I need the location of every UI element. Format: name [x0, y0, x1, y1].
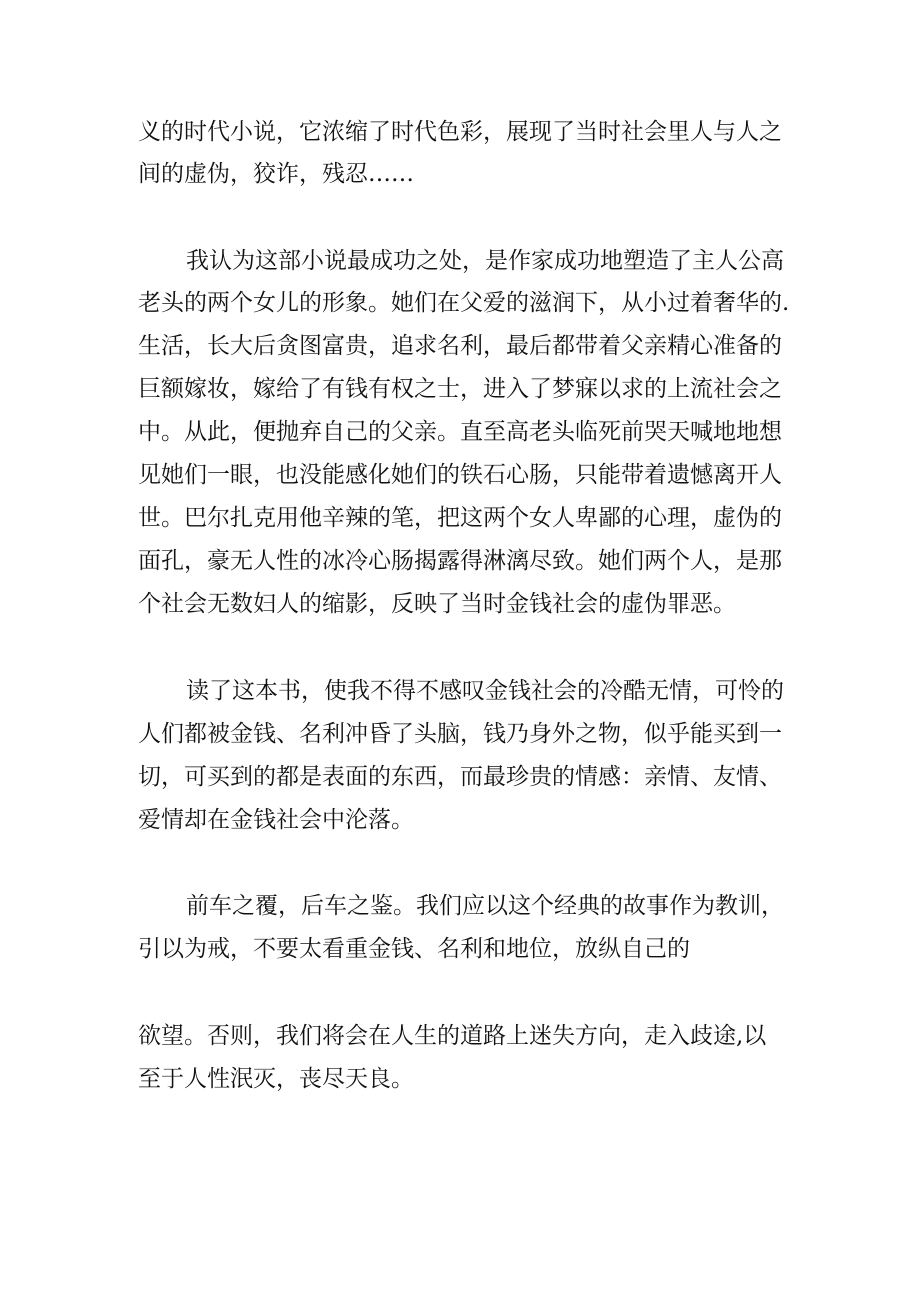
text-line: 至于人性泯灭，丧尽天良。: [138, 1066, 414, 1092]
text-line: 切，可买到的都是表面的东西，而最珍贵的情感：亲情、友情、: [138, 764, 782, 790]
text-line: 中。从此，便抛弃自己的父亲。直至高老头临死前哭天喊地地想: [138, 419, 782, 445]
paragraph-first-line: 我认为这部小说最成功之处，是作家成功地塑造了主人公高: [186, 248, 784, 274]
text-line: 面孔，豪无人性的冰冷心肠揭露得淋漓尽致。她们两个人，是那: [138, 548, 782, 574]
text-line: 引以为戒，不要太看重金钱、名利和地位，放纵自己的: [138, 936, 690, 962]
text-line: 个社会无数妇人的缩影，反映了当时金钱社会的虚伪罪恶。: [138, 591, 736, 617]
text-line: 间的虚伪，狡诈，残忍……: [138, 161, 414, 187]
paragraph-first-line: 读了这本书，使我不得不感叹金钱社会的冷酷无情，可怜的: [186, 678, 784, 704]
text-line: 义的时代小说，它浓缩了时代色彩，展现了当时社会里人与人之: [138, 119, 782, 145]
text-line: 欲望。否则，我们将会在人生的道路上迷失方向，走入歧途,以: [138, 1023, 767, 1049]
text-line: 见她们一眼，也没能感化她们的铁石心肠，只能带着遗憾离开人: [138, 462, 782, 488]
text-line: 人们都被金钱、名利冲昏了头脑，钱乃身外之物，似乎能买到一: [138, 721, 782, 747]
text-line: 巨额嫁妆，嫁给了有钱有权之士，进入了梦寐以求的上流社会之: [138, 376, 782, 402]
paragraph-first-line: 前车之覆，后车之鉴。我们应以这个经典的故事作为教训，: [186, 893, 784, 919]
text-line: 老头的两个女儿的形象。她们在父爱的滋润下，从小过着奢华的.: [138, 290, 790, 316]
text-line: 世。巴尔扎克用他辛辣的笔，把这两个女人卑鄙的心理，虚伪的: [138, 505, 782, 531]
text-line: 爱情却在金钱社会中沦落。: [138, 807, 414, 833]
text-line: 生活，长大后贪图富贵，追求名利，最后都带着父亲精心准备的: [138, 333, 782, 359]
